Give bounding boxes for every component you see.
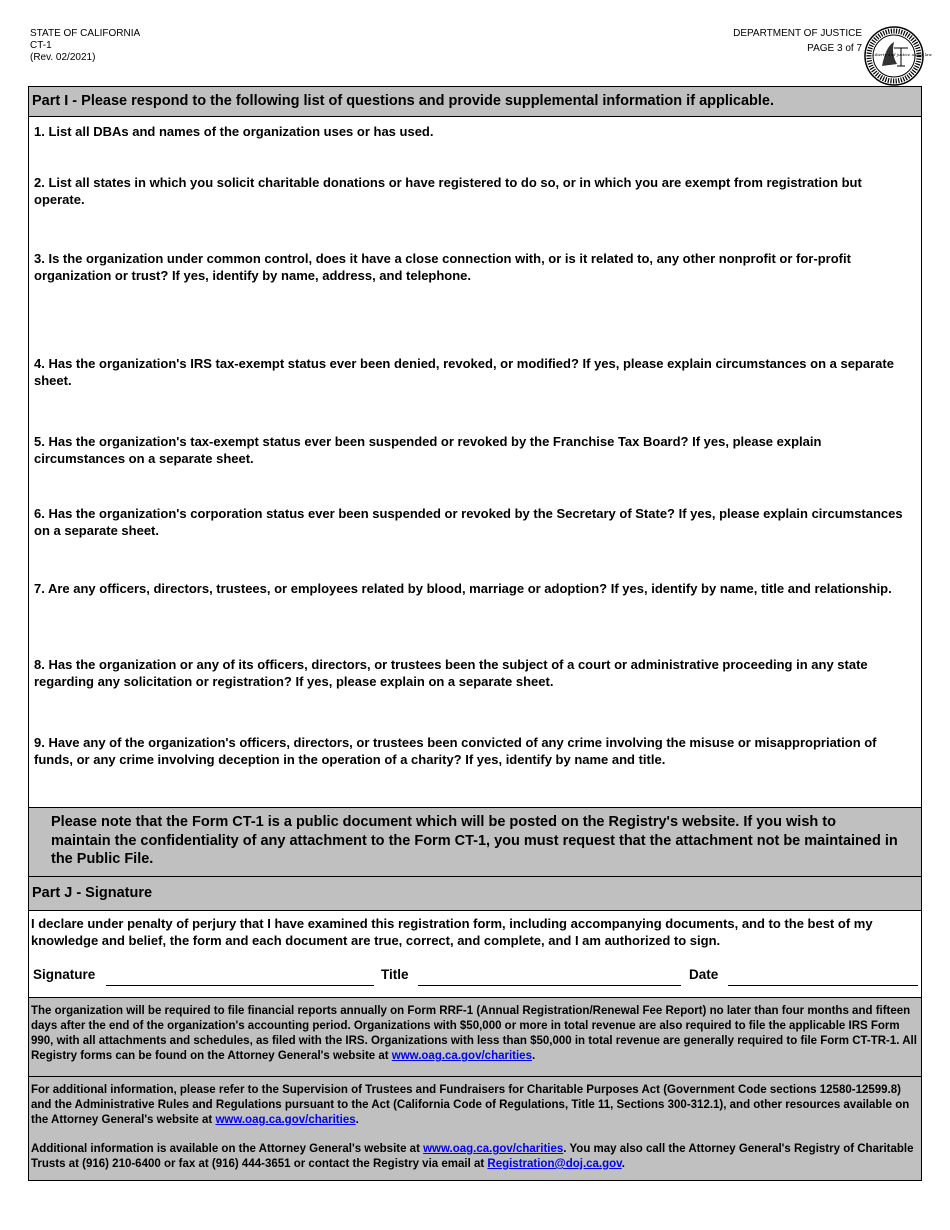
contact-paragraph xyxy=(31,1142,917,1172)
part-i-title: Part I - Please respond to the following list of questions and provide supplemental information if applicable. xyxy=(29,87,921,117)
page-number: PAGE 3 of 7 xyxy=(807,43,862,54)
charities-link[interactable]: www.oag.ca.gov/charities xyxy=(423,1143,564,1155)
contact-text-middle: . You may also call the Attorney General's Registry of Charitable Trusts at (916) 210-6400 or fax at (916) 444-3651 or contact the Registry via email at xyxy=(31,1143,914,1170)
signature-field[interactable] xyxy=(106,985,374,986)
title-field[interactable] xyxy=(418,985,681,986)
charities-link[interactable]: www.oag.ca.gov/charities xyxy=(215,1114,356,1126)
period: . xyxy=(531,1050,536,1062)
form-frame xyxy=(28,86,922,1181)
department-name: DEPARTMENT OF JUSTICE xyxy=(733,28,862,39)
header-right xyxy=(733,28,862,55)
supervision-act-text: For additional information, please refer to the Supervision of Trustees and Fundraisers for Charitable Purposes Act (Government Code sections 12580-12599.8) and the Administrative Rules and Regulations pursuant to the Act (California Code of Regulations, Title 11, Sections 300-312.1), and other resources available on the Attorney General's website at xyxy=(31,1084,910,1126)
perjury-declaration: I declare under penalty of perjury that I have examined this registration form, including accompanying documents, and to the best of my knowledge and belief, the form and each document are true, correct, and complete, and I am authorized to sign. xyxy=(31,916,873,948)
registry-email-link[interactable]: Registration@doj.ca.gov xyxy=(487,1158,622,1170)
signature-row xyxy=(29,965,921,995)
question-5: 5. Has the organization's tax-exempt status ever been suspended or revoked by the Franchise Tax Board? If yes, please explain circumstances on a separate sheet. xyxy=(34,434,822,466)
question-8: 8. Has the organization or any of its officers, directors, or trustees been the subject of a court or administrative proceeding in any state regarding any solicitation or registration? If yes, please explain on a separate sheet. xyxy=(34,657,868,689)
question-2: 2. List all states in which you solicit charitable donations or have registered to do so, or in which you are exempt from registration but operate. xyxy=(34,175,862,207)
date-field[interactable] xyxy=(728,985,918,986)
question-4: 4. Has the organization's IRS tax-exempt status ever been denied, revoked, or modified? If yes, please explain circumstances on a separate sheet. xyxy=(34,356,894,388)
date-label: Date xyxy=(689,967,719,982)
question-7: 7. Are any officers, directors, trustees, or employees related by blood, marriage or adoption? If yes, identify by name, title and relationship. xyxy=(34,581,892,596)
charities-link[interactable]: www.oag.ca.gov/charities xyxy=(391,1050,532,1062)
contact-text-start: Additional information is available on the Attorney General's website at xyxy=(31,1143,424,1155)
form-revision: (Rev. 02/2021) xyxy=(30,52,96,63)
seal-motto: Liberty and justice under law xyxy=(872,52,932,57)
additional-information xyxy=(29,1077,921,1180)
question-1: 1. List all DBAs and names of the organization uses or has used. xyxy=(34,124,434,139)
public-document-notice: Please note that the Form CT-1 is a public document which will be posted on the Registry's website. If you wish to maintain the confidentiality of any attachment to the Form CT-1, you must request that the attachment not be maintained in the Public File. xyxy=(29,807,921,877)
question-3: 3. Is the organization under common control, does it have a close connection with, or is it related to, any other nonprofit or for-profit organization or trust? If yes, identify by name, address, and telephone. xyxy=(34,251,851,283)
part-j-title: Part J - Signature xyxy=(29,877,921,911)
period: . xyxy=(621,1158,625,1170)
doj-seal-icon xyxy=(864,26,932,86)
form-id: CT-1 xyxy=(30,40,52,51)
state-name: STATE OF CALIFORNIA xyxy=(30,28,141,39)
filing-requirements-text: The organization will be required to file financial reports annually on Form RRF-1 (Annual Registration/Renewal Fee Report) no later than four months and fifteen days after the end of the organization's accounting period. Organizations with $50,000 or more in total revenue are also required to file the applicable IRS Form 990, with all attachments and schedules, as filed with the IRS. Organizations with less than $50,000 in total revenue are generally required to file Form CT-TR-1. All Registry forms can be found on the Attorney General's website at xyxy=(31,1005,917,1062)
header-left xyxy=(30,28,140,64)
title-label: Title xyxy=(381,967,409,982)
signature-label: Signature xyxy=(33,967,96,982)
period: . xyxy=(355,1114,359,1126)
question-9: 9. Have any of the organization's officers, directors, or trustees been convicted of any crime involving the misuse or misappropriation of funds, or any crime involving deception in the operation of a charity? If yes, identify by name and title. xyxy=(34,735,877,767)
supervision-act-paragraph xyxy=(31,1083,917,1128)
filing-requirements-note xyxy=(29,997,921,1077)
question-6: 6. Has the organization's corporation status ever been suspended or revoked by the Secretary of State? If yes, please explain circumstances on a separate sheet. xyxy=(34,506,903,538)
